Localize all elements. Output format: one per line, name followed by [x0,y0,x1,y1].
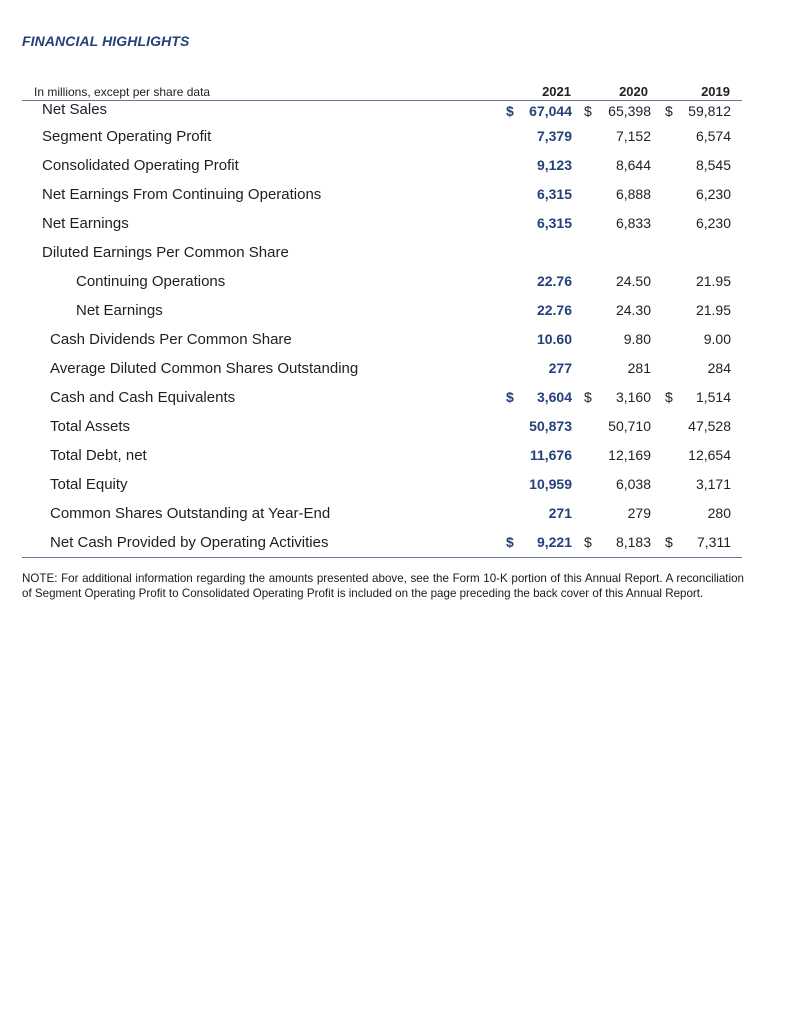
dollar-sign-2021: $ [506,389,514,405]
cell-2019: 12,654 [688,447,731,463]
cell-2021: 6,315 [536,215,572,231]
row-label: Cash and Cash Equivalents [50,389,236,406]
row-label: Total Debt, net [50,447,147,464]
row-label: Net Earnings From Continuing Operations [42,186,322,203]
table-row [22,325,742,354]
cell-2020: 279 [627,505,651,521]
cell-2021: 22.76 [536,302,572,318]
footnote: NOTE: For additional information regarding the amounts presented above, see the Form 10-K portion of this Annual Report. A reconciliation of Segment Operating Profit to Consolidated Operating Profit is included on the page preceding the back cover of this Annual Report. [22,572,744,600]
table-row [22,238,742,267]
column-header-2020: 2020 [619,84,648,99]
dollar-sign-2019: $ [665,534,673,550]
cell-2019: 7,311 [697,534,731,550]
cell-2019: 284 [707,360,731,376]
cell-2019: 59,812 [688,103,731,119]
row-label: Common Shares Outstanding at Year-End [50,505,331,522]
row-label: Total Assets [50,418,131,435]
row-label: Continuing Operations [76,273,226,290]
row-label: Total Equity [50,476,128,493]
cell-2021: 9,221 [536,534,572,550]
row-label: Net Earnings [42,215,129,232]
table-row [22,470,742,499]
table-row [22,122,742,151]
cell-2021: 67,044 [529,103,572,119]
cell-2020: 7,152 [615,128,651,144]
cell-2020: 65,398 [608,103,651,119]
cell-2020: 24.50 [615,273,651,289]
table-row [22,267,742,296]
table-row [22,383,742,412]
table-row [22,528,742,557]
table-row [22,209,742,238]
column-header-2021: 2021 [542,84,571,99]
cell-2020: 24.30 [615,302,651,318]
units-label: In millions, except per share data [34,85,211,99]
cell-2019: 280 [707,505,731,521]
cell-2019: 1,514 [695,389,731,405]
cell-2019: 8,545 [695,157,731,173]
table-row [22,180,742,209]
cell-2021: 277 [548,360,572,376]
table-row [22,441,742,470]
row-label: Cash Dividends Per Common Share [50,331,292,348]
cell-2020: 6,038 [615,476,651,492]
row-label: Segment Operating Profit [42,128,212,145]
cell-2019: 47,528 [688,418,731,434]
cell-2021: 271 [548,505,572,521]
page-title: FINANCIAL HIGHLIGHTS [22,33,190,49]
financial-highlights-table [22,84,742,558]
cell-2021: 22.76 [536,273,572,289]
row-label: Net Cash Provided by Operating Activities [50,534,329,551]
cell-2020: 12,169 [608,447,651,463]
table-bottom-rule [22,557,742,558]
cell-2020: 281 [627,360,651,376]
cell-2021: 11,676 [529,447,572,463]
cell-2021: 50,873 [529,418,572,434]
table-header-row [22,84,742,101]
cell-2021: 10.60 [536,331,572,347]
table-row [22,296,742,325]
cell-2020: 9.80 [623,331,651,347]
table-body [22,101,742,557]
cell-2019: 9.00 [703,331,731,347]
cell-2021: 10,959 [529,476,572,492]
dollar-sign-2021: $ [506,103,514,119]
table-row [22,354,742,383]
cell-2019: 21.95 [695,302,731,318]
dollar-sign-2019: $ [665,103,673,119]
cell-2019: 6,574 [695,128,731,144]
cell-2020: 50,710 [608,418,651,434]
table-row [22,499,742,528]
cell-2020: 6,888 [615,186,651,202]
dollar-sign-2020: $ [584,103,592,119]
dollar-sign-2020: $ [584,534,592,550]
cell-2019: 6,230 [695,215,731,231]
cell-2019: 3,171 [695,476,731,492]
dollar-sign-2021: $ [506,534,514,550]
table-row [22,151,742,180]
dollar-sign-2020: $ [584,389,592,405]
table-row [22,101,742,122]
row-label: Net Earnings [76,302,163,319]
row-label: Net Sales [42,101,108,118]
row-label: Diluted Earnings Per Common Share [42,244,289,261]
cell-2020: 3,160 [615,389,651,405]
row-label: Average Diluted Common Shares Outstanding [50,360,359,377]
cell-2021: 7,379 [536,128,572,144]
cell-2020: 8,183 [615,534,651,550]
cell-2021: 6,315 [536,186,572,202]
column-header-2019: 2019 [701,84,730,99]
cell-2021: 9,123 [536,157,572,173]
row-label: Consolidated Operating Profit [42,157,239,174]
table-row [22,412,742,441]
cell-2020: 6,833 [615,215,651,231]
cell-2020: 8,644 [615,157,651,173]
cell-2021: 3,604 [536,389,572,405]
cell-2019: 21.95 [695,273,731,289]
dollar-sign-2019: $ [665,389,673,405]
cell-2019: 6,230 [695,186,731,202]
